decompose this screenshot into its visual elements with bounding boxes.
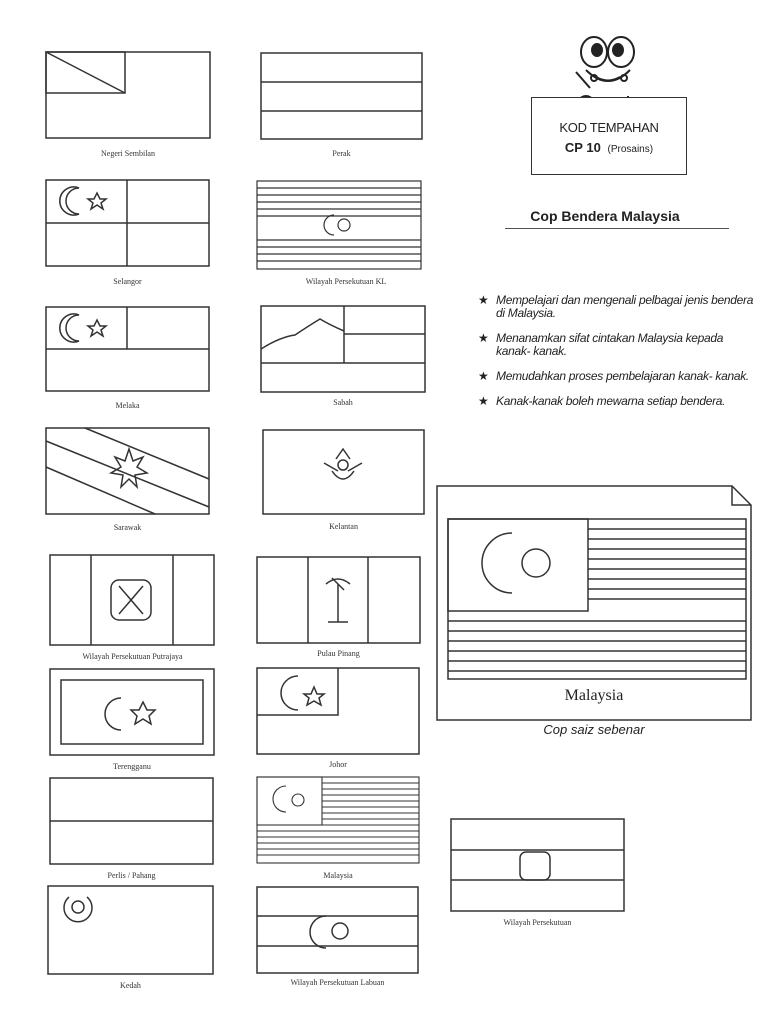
order-code: CP 10 (Prosains): [564, 140, 654, 155]
flag-label: Melaka: [115, 401, 140, 410]
flag-label: Perak: [332, 149, 351, 158]
perak-flag: [260, 52, 423, 140]
title-underline: [505, 228, 729, 229]
star-bullet-icon: ★: [478, 394, 489, 408]
featured-malaysia-card: [436, 485, 752, 721]
johor-flag: [256, 667, 420, 755]
flag-label: Negeri Sembilan: [101, 149, 155, 158]
order-code-box: [531, 97, 687, 175]
feature-list: [478, 294, 758, 420]
wilayah-persekutuan-flag: [450, 818, 625, 912]
kelantan-flag: [262, 429, 425, 515]
flag-label: Kelantan: [329, 522, 358, 531]
list-item: ★ Menanamkan sifat cintakan Malaysia kepada kanak- kanak.: [478, 331, 724, 358]
pulau-pinang-flag: [256, 556, 421, 644]
melaka-flag: [45, 306, 210, 392]
labuan-flag: [256, 886, 419, 974]
flag-label: Wilayah Persekutuan KL: [305, 277, 387, 286]
sarawak-flag: [45, 427, 210, 515]
flag-label: Kedah: [120, 981, 141, 990]
malaysia-flag-small: [256, 776, 420, 864]
flag-label: Malaysia: [323, 871, 353, 880]
terengganu-flag: [49, 668, 215, 756]
flag-label: Pulau Pinang: [317, 649, 360, 658]
flag-label: Wilayah Persekutuan Putrajaya: [82, 652, 183, 661]
page-title: Cop Bendera Malaysia: [530, 208, 680, 224]
perlis-pahang-flag: [49, 777, 214, 865]
sabah-flag: [260, 305, 426, 393]
negeri-sembilan-flag: [45, 51, 211, 139]
flag-label: Terengganu: [113, 762, 151, 771]
flag-label: Perlis / Pahang: [107, 871, 156, 880]
featured-caption: Cop saiz sebenar: [543, 722, 645, 737]
star-bullet-icon: ★: [478, 331, 489, 345]
flag-label: Selangor: [113, 277, 142, 286]
list-item: ★ Memudahkan proses pembelajaran kanak- kanak.: [478, 369, 749, 383]
flag-label: Sabah: [333, 398, 353, 407]
list-item: ★ Mempelajari dan mengenali pelbagai jenis bendera di Malaysia.: [478, 293, 754, 320]
kedah-flag: [47, 885, 214, 975]
flag-label: Sarawak: [113, 523, 142, 532]
putrajaya-flag: [49, 554, 215, 646]
order-code-title: KOD TEMPAHAN: [559, 120, 659, 135]
wp-kl-flag: [256, 180, 422, 270]
flag-label: Wilayah Persekutuan Labuan: [290, 978, 385, 987]
star-bullet-icon: ★: [478, 369, 489, 383]
selangor-flag: [45, 179, 210, 267]
flag-label: Johor: [329, 760, 347, 769]
list-item: ★ Kanak-kanak boleh mewarna setiap bendera.: [478, 394, 726, 408]
featured-flag-name: Malaysia: [564, 687, 624, 704]
star-bullet-icon: ★: [478, 293, 489, 307]
flag-label: Wilayah Persekutuan: [503, 918, 572, 927]
